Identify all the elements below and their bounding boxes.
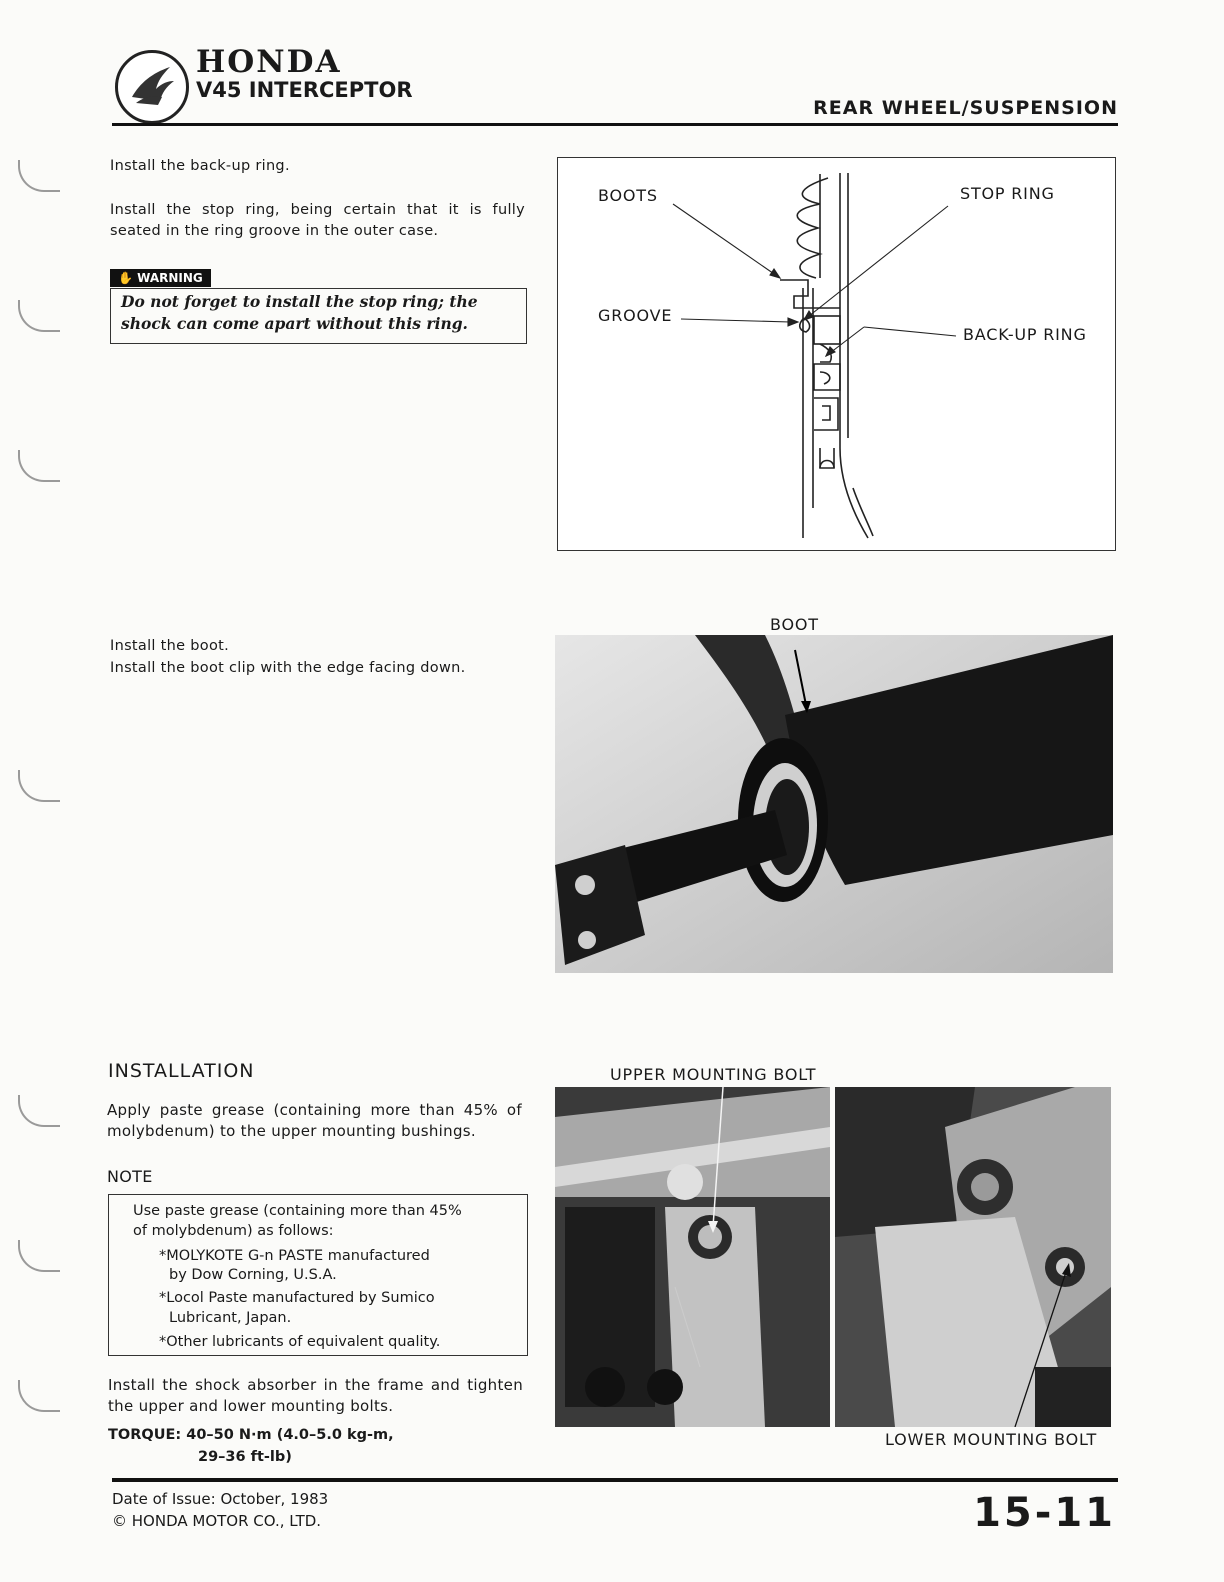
label-groove: GROOVE: [598, 306, 673, 325]
copyright: © HONDA MOTOR CO., LTD.: [112, 1512, 322, 1530]
binder-hole: [18, 1240, 60, 1272]
note-item-1a: *MOLYKOTE G-n PASTE manufactured: [159, 1248, 430, 1264]
note-item-2b: Lubricant, Japan.: [169, 1310, 292, 1326]
issue-date: Date of Issue: October, 1983: [112, 1490, 329, 1508]
label-backup-ring: BACK-UP RING: [963, 325, 1087, 344]
torque-value-2: 29–36 ft-lb): [198, 1449, 292, 1465]
step-stop-ring: Install the stop ring, being certain that it is fully seated in the ring groove in the outer case.: [110, 202, 525, 239]
note-item-3: *Other lubricants of equivalent quality.: [159, 1334, 441, 1350]
note-item-1b: by Dow Corning, U.S.A.: [169, 1267, 337, 1283]
step-backup-ring: Install the back-up ring.: [110, 158, 290, 174]
page-number: 15-11: [973, 1490, 1116, 1536]
note-intro-2: of molybdenum) as follows:: [133, 1223, 334, 1239]
footer-rule: [112, 1478, 1118, 1482]
section-title: REAR WHEEL/SUSPENSION: [813, 97, 1118, 119]
warning-box: [110, 288, 527, 344]
binder-hole: [18, 450, 60, 482]
binder-hole: [18, 770, 60, 802]
step-boot-clip: Install the boot clip with the edge facing down.: [110, 660, 466, 676]
header-rule: [112, 123, 1118, 126]
model-name: V45 INTERCEPTOR: [196, 78, 413, 102]
diagram-drawing: [558, 158, 1115, 550]
warning-hand-icon: ✋: [118, 271, 138, 285]
brand-name: HONDA: [196, 44, 342, 80]
note-label: NOTE: [107, 1167, 153, 1186]
note-box: [108, 1194, 528, 1356]
warning-text: Do not forget to install the stop ring; the shock can come apart without this ring.: [121, 292, 478, 333]
label-boots: BOOTS: [598, 186, 658, 205]
torque-value-1: 40–50 N·m (4.0–5.0 kg-m,: [186, 1427, 394, 1443]
torque-label: TORQUE:: [108, 1427, 182, 1443]
note-item-2a: *Locol Paste manufactured by Sumico: [159, 1290, 435, 1306]
install-text: Install the shock absorber in the frame and tighten the upper and lower mounting bolts.: [108, 1376, 523, 1415]
note-intro-1: Use paste grease (containing more than 45%: [133, 1203, 462, 1219]
step-install-boot: Install the boot.: [110, 638, 230, 654]
warning-badge: ✋ WARNING: [110, 269, 211, 287]
binder-hole: [18, 1380, 60, 1412]
lower-mount-photo: [835, 1087, 1111, 1427]
label-upper-mounting-bolt: UPPER MOUNTING BOLT: [610, 1065, 817, 1084]
torque-line-1: [108, 1427, 394, 1443]
installation-text: Apply paste grease (containing more than 45% of molybdenum) to the upper mounting bushings.: [107, 1101, 522, 1140]
label-boot: BOOT: [770, 615, 819, 634]
upper-mount-photo: [555, 1087, 830, 1427]
binder-hole: [18, 300, 60, 332]
shock-section-diagram: [557, 157, 1116, 551]
installation-heading: INSTALLATION: [108, 1060, 255, 1082]
honda-wing-logo-icon: [115, 50, 189, 124]
label-stop-ring: STOP RING: [960, 184, 1055, 203]
label-lower-mounting-bolt: LOWER MOUNTING BOLT: [885, 1430, 1098, 1449]
binder-hole: [18, 160, 60, 192]
binder-hole: [18, 1095, 60, 1127]
boot-photo: [555, 635, 1113, 973]
